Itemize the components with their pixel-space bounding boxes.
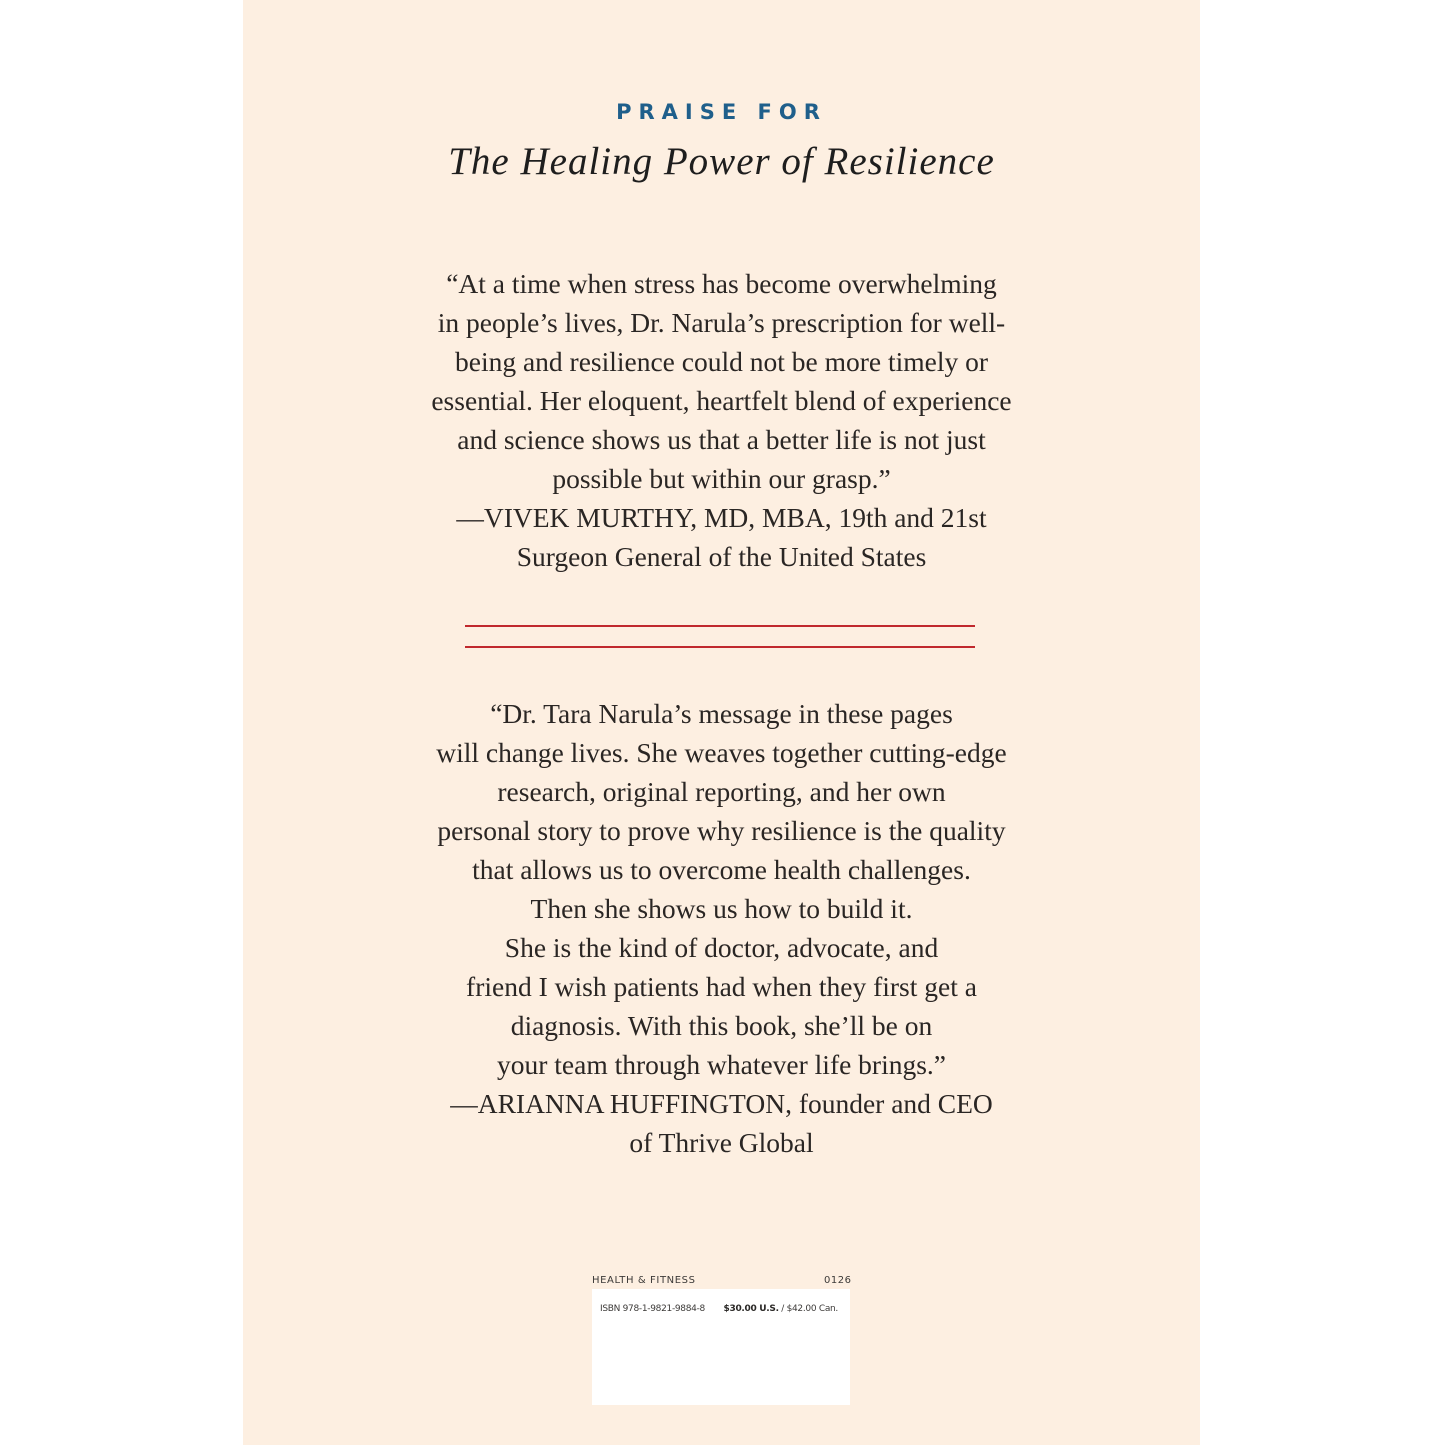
barcode-area <box>592 1289 850 1405</box>
blurb-line: in people’s lives, Dr. Narula’s prescription for well- <box>437 307 1006 338</box>
blurb-line: possible but within our grasp.” <box>552 463 891 494</box>
blurb-line: “Dr. Tara Narula’s message in these pages <box>490 698 953 729</box>
red-divider-top <box>465 625 975 627</box>
blurb-attribution: of Thrive Global <box>629 1127 814 1158</box>
blurb-line: research, original reporting, and her own <box>497 776 946 807</box>
blurb-line: your team through whatever life brings.” <box>496 1049 947 1080</box>
book-back-cover <box>243 0 1200 1445</box>
category-label: HEALTH & FITNESS <box>592 1275 696 1286</box>
blurb-line: friend I wish patients had when they first get a <box>466 971 977 1002</box>
price-label <box>724 1304 838 1314</box>
price-us: $30.00 U.S. <box>723 1304 779 1314</box>
blurb-huffington <box>243 694 1200 1162</box>
blurb-line: Then she shows us how to build it. <box>530 893 913 924</box>
book-title: The Healing Power of Resilience <box>448 140 995 183</box>
blurb-attribution: —VIVEK MURTHY, MD, MBA, 19th and 21st <box>456 502 987 533</box>
blurb-attribution: Surgeon General of the United States <box>516 541 927 572</box>
blurb-attribution: —ARIANNA HUFFINGTON, founder and CEO <box>450 1088 993 1119</box>
blurb-line: essential. Her eloquent, heartfelt blend of experience <box>431 385 1012 416</box>
isbn-number: ISBN 978-1-9821-9884-8 <box>600 1304 705 1314</box>
blurb-line: diagnosis. With this book, she’ll be on <box>510 1010 933 1041</box>
blurb-line: being and resilience could not be more timely or <box>454 346 989 377</box>
price-can: $42.00 Can. <box>786 1304 838 1314</box>
blurb-line: that allows us to overcome health challenges. <box>472 854 971 885</box>
blurb-line: will change lives. She weaves together cutting-edge <box>436 737 1007 768</box>
red-divider-bottom <box>465 646 975 648</box>
blurb-line: She is the kind of doctor, advocate, and <box>504 932 939 963</box>
blurb-line: “At a time when stress has become overwhelming <box>446 268 997 299</box>
price-separator: / <box>778 1304 787 1314</box>
category-code: 0126 <box>824 1275 852 1286</box>
blurb-murthy <box>243 264 1200 576</box>
blurb-line: personal story to prove why resilience is the quality <box>437 815 1006 846</box>
praise-for-label: PRAISE FOR <box>616 100 827 124</box>
blurb-line: and science shows us that a better life is not just <box>457 424 986 455</box>
